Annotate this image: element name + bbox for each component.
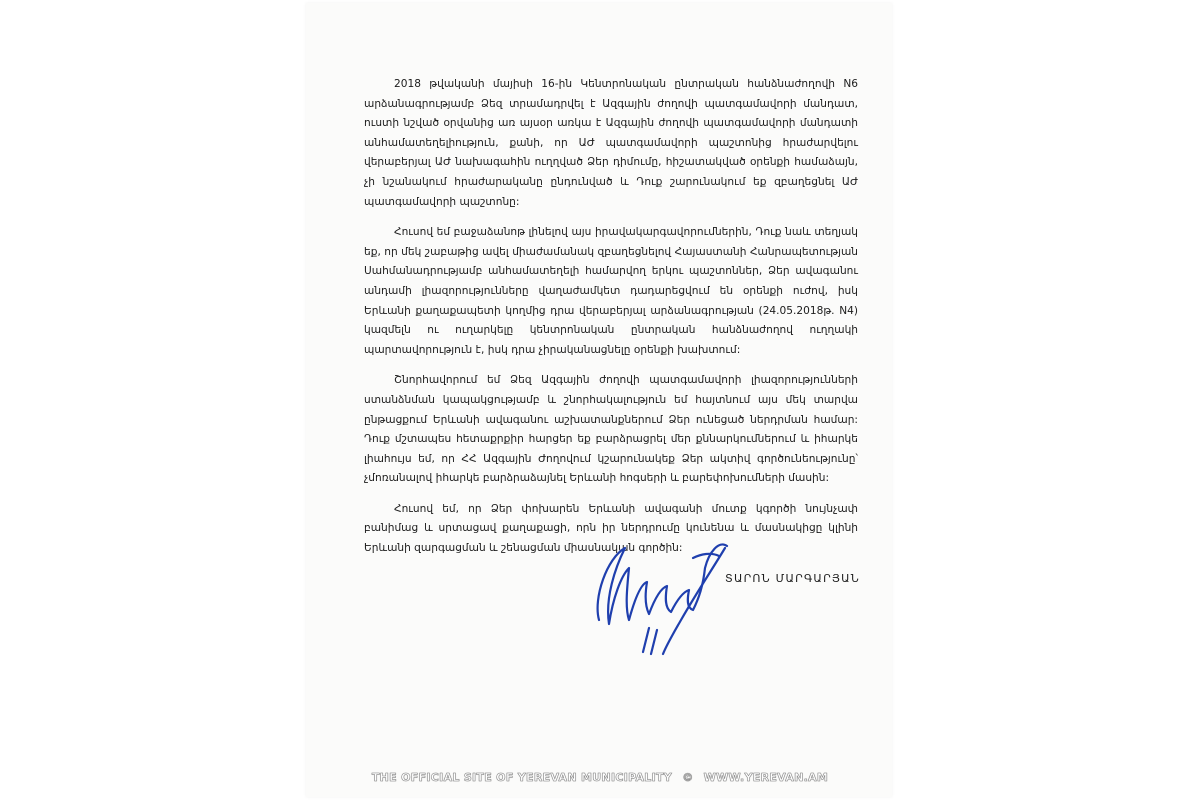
handwritten-signature-icon — [585, 528, 735, 658]
copyright-symbol: © — [682, 771, 694, 784]
letter-paragraph-2: Հուսով եմ բաջաձանոթ լինելով այս իրավակարգավորումներին, Դուք նաև տեղյակ եք, որ մեկ շաբաթից ավել միաժամանակ զբաղեցնելով Հայաստանի Հանրապետության Սահմանադրությամբ անհամատեղելի համարվող երկու պաշտոններ, Ձեր ավագանու անդամի լիազորությունները վաղաժամկետ դադարեցվում են օրենքի ուժով, իսկ Երևանի քաղաքապետի կողմից դրա վերաբերյալ արձանագրության (24.05.2018թ. N4) կազմելն ու ուղարկելը կենտրոնական ընտրական հանձնաժողով ուղղակի պարտավորություն է, իսկ դրա չիրականացնելը օրենքի խախտում: — [364, 226, 858, 356]
letter-paragraph-4: Հուսով եմ, որ Ձեր փոխարեն Երևանի ավագանի մուտք կգործի նույնչափ բանիմաց և սրտացավ քաղաքացի, որն իր ներդրումը կունենա և մասնակիցը կլինի Երևանի զարգացման և շենացման միասնական գործին: — [364, 502, 858, 555]
letter-body — [364, 75, 858, 570]
signature-block — [585, 528, 875, 658]
signer-name: ՏԱՐՈՆ ՄԱՐԳԱՐՅԱՆ — [725, 572, 860, 585]
footer-watermark — [0, 771, 1200, 784]
letter-paragraph-1: 2018 թվականի մայիսի 16-ին Կենտրոնական ընտրական հանձնաժողովի N6 արձանագրությամբ Ձեզ տրամադրվել է Ազգային ժողովի պատգամավորի մանդատ, ուստի նշված օրվանից առ այսօր առկա է Ազգային ժողովի պատգամավորի մանդատի անհամատեղելիություն, քանի, որ ԱԺ պատգամավորի պաշտոնից հրաժարվելու վերաբերյալ ԱԺ նախագահին ուղղված Ձեր դիմումը, հիշատակված օրենքի համաձայն, չի նշանակում հրաժարականը ընդունված և Դուք շարունակում եք զբաղեցնել ԱԺ պատգամավորի պաշտոնը: — [364, 78, 858, 208]
footer-site-text: THE OFFICIAL SITE OF YEREVAN MUNICIPALITY — [371, 771, 673, 784]
footer-url: WWW.YEREVAN.AM — [703, 771, 829, 784]
letter-paragraph-3: Շնորհավորում եմ Ձեզ Ազգային ժողովի պատգամավորի լիազորությունների ստանձնման կապակցությամբ և շնորհակալություն եմ հայտնում այս մեկ տարվա ընթացքում Երևանի ավագանու աշխատանքներում Ձեր ունեցած ներդրման համար: Դուք մշտապես հետաքրքիր հարցեր եք բարձրացրել մեր քննարկումներում և իհարկե լիահույս եմ, որ ՀՀ Ազգային Ժողովում կշարունակեք Ձեր ակտիվ գործունեությունը՝ չմոռանալով իհարկե բարձրաձայնել Երևանի հոգսերի և բարեփոխումների մասին: — [364, 374, 858, 485]
